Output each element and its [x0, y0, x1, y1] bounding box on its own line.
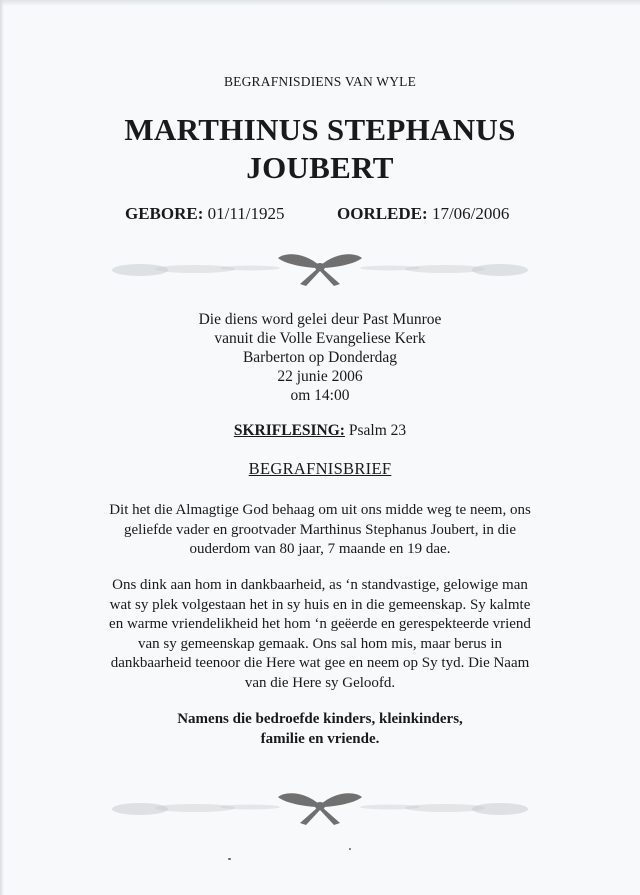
paragraph-line: wat sy plek volgestaan het in sy huis en in die gemeenskap. Sy kalmte	[109, 596, 531, 613]
paragraph-line: en warme vriendelikheid het hom ‘n geëerde en gerespekteerde vriend	[109, 616, 531, 632]
born-label: GEBORE:	[125, 204, 204, 223]
born-value: 01/11/1925	[207, 204, 285, 223]
letter-title: BEGRAFNISBRIEF	[248, 459, 392, 478]
scripture-value: Psalm 23	[348, 422, 407, 439]
service-line: vanuit die Volle Evangeliese Kerk	[214, 330, 426, 347]
paragraph-line: geliefde vader en grootvader Marthinus Stephanus Joubert, in die	[124, 521, 516, 538]
wheat-right-icon	[360, 803, 528, 815]
died-date	[337, 204, 509, 224]
deceased-name-line2: JOUBERT	[246, 150, 394, 185]
deceased-name-line1: MARTHINUS STEPHANUS	[124, 112, 516, 147]
dates-row	[0, 204, 640, 228]
wheat-right-icon	[360, 264, 528, 276]
scan-edge-top	[0, 0, 640, 6]
wheat-left-icon	[112, 264, 280, 276]
paragraph-line: van sy gemeenskap gemaak. Ons sal hom mis, maar berus in	[137, 635, 503, 652]
paragraph-line: van die Here sy Geloofd.	[244, 674, 396, 691]
paragraph-line: Dit het die Almagtige God behaag om uit ons midde weg te neem, ons	[109, 502, 531, 518]
closing-signature	[0, 709, 640, 749]
ribbon-bow-icon	[278, 254, 362, 286]
scripture-reading	[0, 422, 640, 440]
scripture-label: SKRIFLESING:	[233, 422, 345, 439]
ribbon-wheat-ornament-bottom	[100, 785, 540, 829]
paragraph-line: ouderdom van 80 jaar, 7 maande en 19 dae.	[189, 541, 451, 557]
scan-speck	[349, 848, 351, 850]
paragraph-line: Ons dink aan hom in dankbaarheid, as ‘n standvastige, gelowige man	[112, 577, 528, 593]
service-line: Die diens word gelei deur Past Munroe	[198, 311, 442, 328]
service-details	[0, 310, 640, 405]
scan-speck	[228, 858, 231, 860]
paragraph-line: dankbaarheid teenoor die Here wat gee en neem op Sy tyd. Die Naam	[110, 655, 530, 671]
born-date	[125, 204, 284, 224]
service-line: om 14:00	[290, 387, 350, 404]
died-label: OORLEDE:	[337, 204, 428, 223]
wheat-left-icon	[112, 803, 280, 815]
service-heading: BEGRAFNISDIENS VAN WYLE	[223, 74, 417, 89]
ribbon-wheat-ornament-top	[100, 246, 540, 290]
ribbon-bow-icon	[278, 793, 362, 825]
letter-paragraph-2	[80, 576, 560, 693]
closing-line: Namens die bedroefde kinders, kleinkinders,	[177, 711, 463, 727]
died-value: 17/06/2006	[431, 204, 510, 223]
closing-line: familie en vriende.	[260, 731, 380, 747]
letter-paragraph-1	[80, 501, 560, 560]
service-line: Barberton op Donderdag	[242, 349, 398, 366]
service-line: 22 junie 2006	[277, 368, 363, 385]
